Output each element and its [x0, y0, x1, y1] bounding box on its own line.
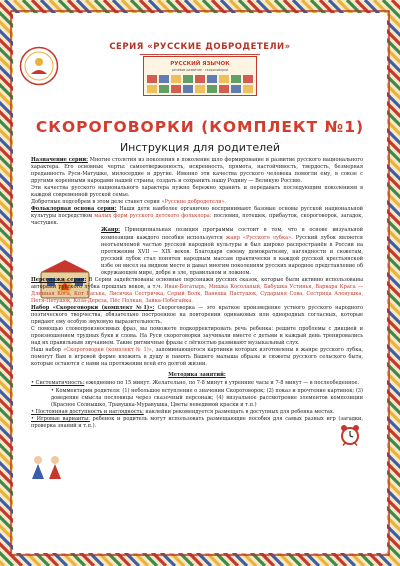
main-title: СКОРОГОВОРКИ (КОМПЛЕКТ №1): [35, 118, 365, 136]
our-set-highlight: «Скороговорки (комплект № 1)»: [63, 347, 152, 354]
folklore-text: Наши дети наиболее органично воспринимают базовые основы русской национальной культуры посредством: [31, 206, 363, 220]
subtitle: Инструкция для родителей: [119, 141, 281, 154]
genre-paragraph: [101, 227, 363, 276]
genre-label: Жанр:: [101, 227, 120, 234]
set-paragraph: [31, 305, 363, 326]
character-paragraph: Эти качества русского национального характера нужно бережно хранить и передавать последующим поколениям в каждой современной русской семье.: [31, 185, 363, 199]
instruction-text: [31, 157, 363, 430]
set-text: Скороговорка — это краткое произведение устного русского народного поэтического творчества, обязательно построенное на повторении одинаковых или однородных согласных, которые придают ему особую звуковую выразительность.: [31, 304, 363, 326]
characters-paragraph: [31, 277, 363, 305]
purpose-label: Назначение серии:: [31, 157, 88, 163]
series-banner: [143, 56, 257, 96]
banner-title: РУССКИЙ ЯЗЫЧОК: [170, 61, 230, 67]
series-help-text: Добротные подсобрем в этом деле станет серия: [31, 199, 162, 206]
method-systematic-label: • Систематичность:: [31, 380, 85, 387]
method-comments: • Комментарии родителя: (1) небольшое вступление о значении Скороговорок; (2) показ и прочтение картинок; (3) доведение смысла пословицы через сказочный персонаж; (4) визуальное рассмотрение элементов композиции (Красное Солнышко, Травушка-Муравушка, Цветы неведимой краски и т.п.): [51, 387, 363, 408]
methods-heading: Методика занятий:: [168, 372, 226, 379]
method-systematic: [31, 380, 363, 387]
our-set-text-end: , запоминающегося картинки которых изготовлены в жанре русского лубка, помогут Вам в игровой форме вложить в душу и память Вашего малыша образы и сюжеты русского сельского быта, которые остаются с нами на протяжении всей его долгой жизни.: [31, 347, 363, 368]
purpose-text: Многие столетия из поколения в поколение шло формирование и развитие русского национального характера. Его основные черты: самоотверженность, искренность, прямота, настойчивость, твердость, безмерная преданность Руси-Матушке, милосердие и другие. Именно эти качества русского человека помогли ему, в союзе с другими коренными народами нашей страны, создать и сохранить нашу Родину — Великую Россию.: [31, 157, 363, 185]
folklore-text-end: пословиц, потешек, прибауток, скороговорок, загадок, частушек.: [31, 213, 363, 227]
method-games-text: ребенок и родитель могут использовать размещающие пособия для самых разных игр (загадки, проверка знаний и т.п.).: [31, 415, 364, 429]
characters-list: Иван-Богатырь, Мишка Косолапый, Бабушка Устинья, Варвара Краса — Длинная Коса, Кот Васька, Лисичка Сестричка, Серый Волк, Ванюша Пастушок, Сударыня Сова, Сестрица Аленушка, Петя-Петушок, Коза-Дереза, Пёс Полкан, Зайка-Побегайка.: [31, 283, 363, 304]
series-underline: [140, 54, 260, 55]
our-set-paragraph: [31, 347, 363, 368]
genre-highlight: жанр «Русского лубка».: [225, 234, 293, 241]
method-systematic-text: ежедневно по 15 минут. Желательно, по 7-8 минут в утренние часы и 7-8 минут — в послеобеденное.: [84, 380, 360, 387]
method-access-label: • Постоянная доступность и наглядность:: [31, 408, 144, 415]
children-illustration: [28, 453, 66, 479]
our-set-text: Наш набор: [31, 347, 64, 354]
publisher-logo: [19, 46, 59, 86]
method-games-label: • Игровые варианты:: [31, 415, 90, 422]
speech-paragraph: С помощью словопроизносимых фраз, вы поможете подкорректировать речь ребенка: решите проблемы с дикцией и произношением трудных букв и слова. На Руси скороговорки заучивали вместе с детьми и каждый день тренировались над их правильным звучанием. Такие ритмичные фразы с лёгкостью развивают музыкальный слух.: [31, 326, 363, 347]
characters-label: Персонажи серии:: [31, 276, 87, 283]
method-games: [31, 416, 363, 430]
method-access: [31, 409, 363, 416]
series-title: СЕРИЯ «РУССКИЕ ДОБРОДЕТЕЛИ»: [109, 42, 291, 52]
folklore-label: Фольклорная основа серии:: [31, 206, 117, 213]
genre-text: Принципиальная позиция программы состоит в том, что в основе визуальной композиции каждого пособия используется: [101, 227, 363, 241]
genre-text-end: Русский лубок является неотъемлемой частью русской народной культуры и был широко распространён в России на протяжении XVII — XIX веков. Благодаря своему демократизму, наглядности и сюжетам, русский лубок стал понятен народным массам практически в каждой русской крестьянской избе он висел на видном месте и давал многим поколениям русских народное представление об окружающем мире, добре и зле, правильном и ложном.: [101, 234, 363, 276]
purpose-paragraph: [31, 157, 363, 185]
banner-subtitle: речевое развитие · скороговорки: [171, 68, 229, 72]
folklore-highlight: малых форм русского детского фольклора:: [94, 213, 212, 220]
folklore-paragraph: [31, 206, 363, 227]
method-access-text: наклейки рекомендуется размещать в доступных для ребенка местах.: [143, 408, 335, 415]
characters-text: В Серии задействованы основные персонажи русских сказок, которые были активно использованы авторами русского лубка прошлых веков, а т.ч.: [31, 276, 364, 290]
series-name-highlight: «Русские добродетели».: [161, 199, 227, 206]
set-label: Набор «Скороговорки (комплект №1)»:: [31, 304, 155, 311]
